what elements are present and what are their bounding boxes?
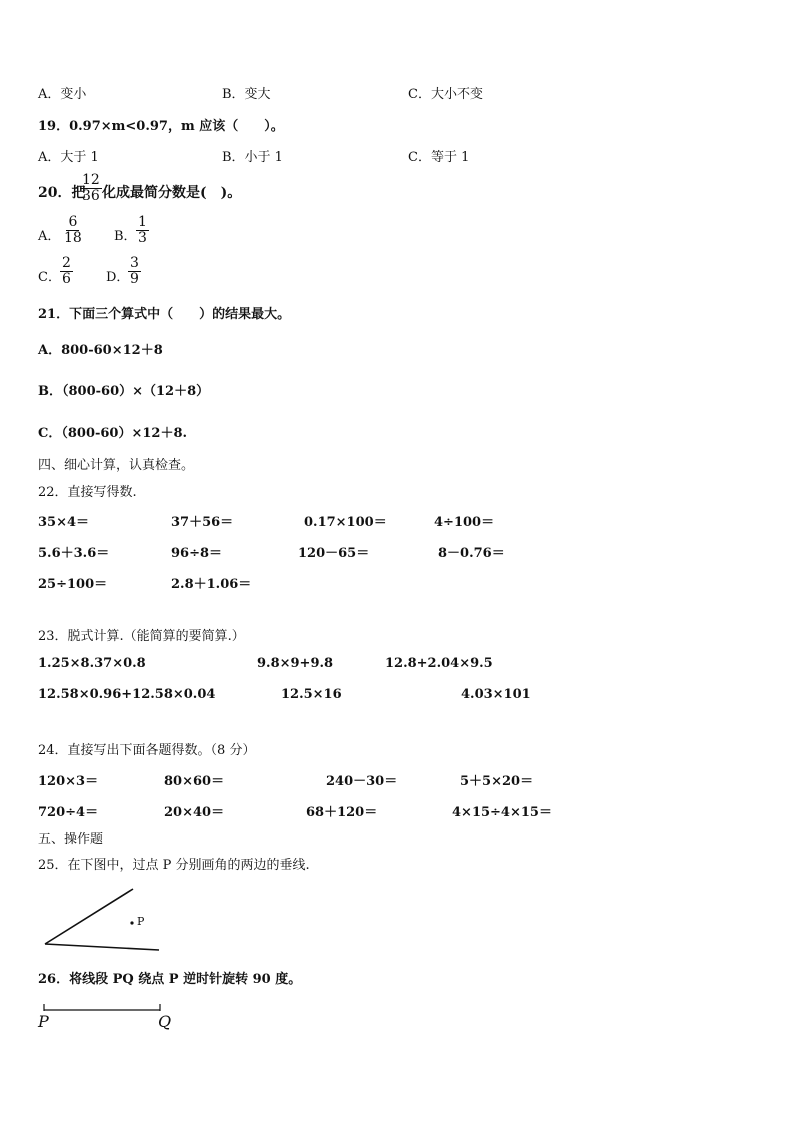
fraction-numerator: 12 xyxy=(82,172,100,188)
q21-option-a: A．800-60×12＋8 xyxy=(38,343,163,358)
q22-item: 35×4＝ xyxy=(38,515,90,530)
q19-option-c: C．等于 1 xyxy=(408,150,470,165)
point-p-label: P xyxy=(137,915,145,928)
q19-option-a: A．大于 1 xyxy=(38,150,99,165)
fraction-numerator: 3 xyxy=(130,255,139,271)
q24-item: 4×15÷4×15＝ xyxy=(452,805,552,820)
fraction-denominator: 9 xyxy=(130,271,139,287)
q24-item: 720÷4＝ xyxy=(38,805,99,820)
q22-item: 37＋56＝ xyxy=(171,515,234,530)
q22-item: 96÷8＝ xyxy=(171,546,223,561)
q22-item: 120－65＝ xyxy=(298,546,370,561)
segment-pq-figure xyxy=(44,1004,160,1011)
q20-option-d-label: D． xyxy=(106,270,130,285)
q21-option-c: C．（800-60）×12＋8. xyxy=(38,426,188,441)
q24-item: 120×3＝ xyxy=(38,774,99,789)
q25-stem: 25．在下图中，过点 P 分别画角的两边的垂线. xyxy=(38,858,310,873)
q24-item: 240－30＝ xyxy=(326,774,398,789)
segment-label-q: Q xyxy=(158,1012,172,1031)
q24-item: 20×40＝ xyxy=(164,805,225,820)
q18-option-b: B．变大 xyxy=(222,87,271,102)
q22-item: 5.6＋3.6＝ xyxy=(38,546,110,561)
q20-option-a-label: A． xyxy=(38,229,61,244)
fraction-denominator: 3 xyxy=(138,230,147,246)
q26-stem: 26．将线段 PQ 绕点 P 逆时针旋转 90 度。 xyxy=(38,972,302,987)
angle-upper-side xyxy=(45,889,133,944)
q24-item: 68＋120＝ xyxy=(306,805,378,820)
section-4-heading: 四、细心计算，认真检查。 xyxy=(38,458,195,473)
q23-item: 12.5×16 xyxy=(281,687,342,702)
q21-stem: 21．下面三个算式中（ ）的结果最大。 xyxy=(38,307,291,322)
q22-item: 8－0.76＝ xyxy=(438,546,505,561)
q22-item: 25÷100＝ xyxy=(38,577,108,592)
q23-item: 1.25×8.37×0.8 xyxy=(38,656,146,671)
angle-lower-side xyxy=(45,944,159,950)
q22-stem: 22．直接写得数. xyxy=(38,485,137,500)
fraction-denominator: 36 xyxy=(82,188,100,204)
q23-stem: 23．脱式计算.（能简算的要简算.） xyxy=(38,629,245,644)
fraction-numerator: 2 xyxy=(62,255,71,271)
q23-item: 9.8×9+9.8 xyxy=(257,656,334,671)
point-p-dot xyxy=(130,921,133,924)
q20-stem-suffix: 化成最简分数是( )。 xyxy=(102,185,242,201)
fraction-denominator: 18 xyxy=(64,230,82,246)
q21-option-b: B．（800-60）×（12＋8） xyxy=(38,384,210,399)
q20-stem-prefix: 20．把 xyxy=(38,185,86,201)
q18-option-c: C．大小不变 xyxy=(408,87,483,102)
q20-option-c-label: C． xyxy=(38,270,61,285)
fraction-denominator: 6 xyxy=(62,271,71,287)
q23-item: 12.8+2.04×9.5 xyxy=(385,656,493,671)
q22-item: 4÷100＝ xyxy=(434,515,495,530)
q19-stem: 19．0.97×m<0.97，m 应该（ ）。 xyxy=(38,119,284,134)
q20-option-b-label: B． xyxy=(114,229,137,244)
q23-item: 12.58×0.96+12.58×0.04 xyxy=(38,687,216,702)
section-5-heading: 五、操作题 xyxy=(38,832,104,847)
q22-item: 2.8＋1.06＝ xyxy=(171,577,252,592)
segment-label-p: P xyxy=(38,1012,49,1031)
q19-option-b: B．小于 1 xyxy=(222,150,283,165)
q18-option-a: A．变小 xyxy=(38,87,87,102)
q24-stem: 24．直接写出下面各题得数。（8 分） xyxy=(38,743,256,758)
q24-item: 5＋5×20＝ xyxy=(460,774,534,789)
fraction-numerator: 1 xyxy=(138,214,147,230)
q23-item: 4.03×101 xyxy=(461,687,531,702)
fraction-numerator: 6 xyxy=(68,214,78,230)
q24-item: 80×60＝ xyxy=(164,774,225,789)
q22-item: 0.17×100＝ xyxy=(304,515,387,530)
